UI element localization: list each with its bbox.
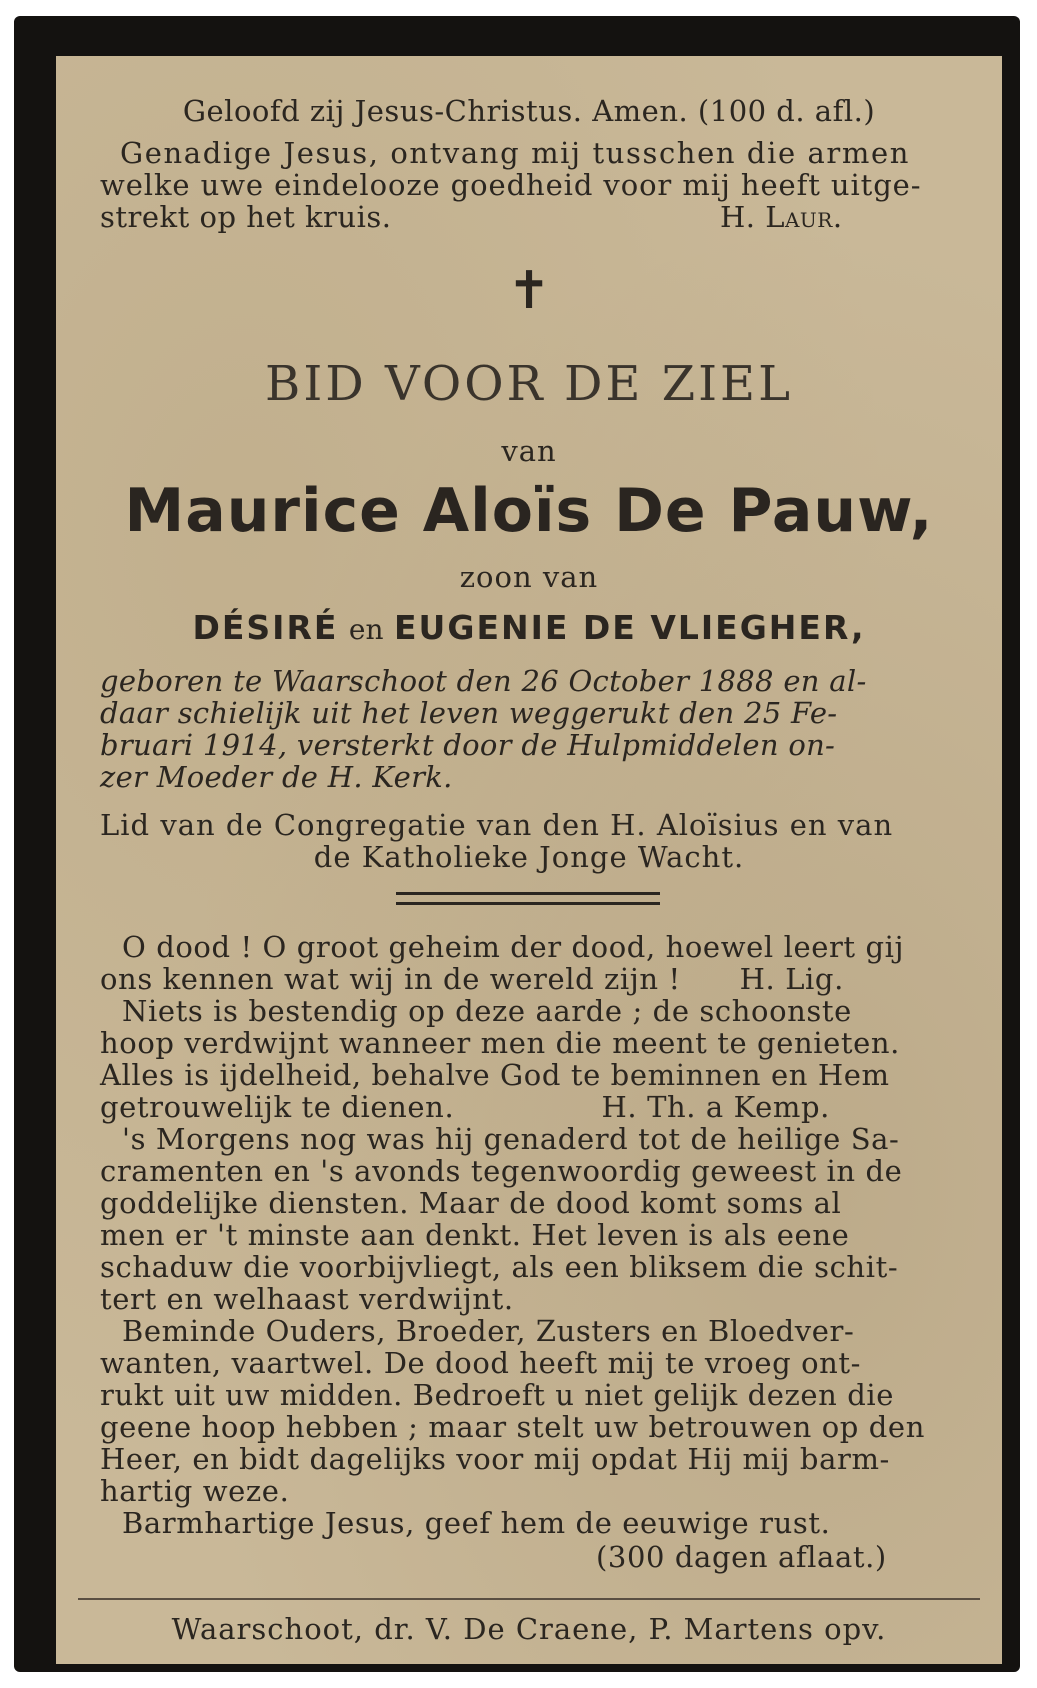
memorial-card-paper: [56, 56, 1002, 1664]
body-line-2: ons kennen wat wij in de wereld zijn ! H. Lig.: [100, 962, 844, 996]
body-line-3: Niets is bestendig op deze aarde ; de schoonste: [122, 994, 852, 1028]
body-line-20: (300 dagen aflaat.): [596, 1540, 887, 1574]
body-line-12: tert en welhaast verdwijnt.: [100, 1282, 514, 1316]
body-line-1: O dood ! O groot geheim der dood, hoewel leert gij: [122, 930, 905, 964]
deceased-name: Maurice Aloïs De Pauw,: [124, 476, 934, 546]
biography-line-3: bruari 1914, versterkt door de Hulpmiddelen on-: [100, 728, 836, 762]
title-van: van: [501, 434, 557, 468]
biography-line-1: geboren te Waarschoot den 26 October 1888 en al-: [100, 664, 867, 698]
body-line-8: cramenten en 's avonds tegenwoordig geweest in de: [100, 1154, 903, 1188]
body-line-6: getrouwelijk te dienen. H. Th. a Kemp.: [100, 1090, 830, 1124]
memorial-card-border: [14, 16, 1020, 1672]
body-line-7: 's Morgens nog was hij genaderd tot de heilige Sa-: [122, 1122, 900, 1156]
body-line-17: Heer, en bidt dagelijks voor mij opdat Hij mij barm-: [100, 1442, 890, 1476]
body-line-10: men er 't minste aan denkt. Het leven is als eene: [100, 1218, 850, 1252]
header-prayer-line-4: strekt op het kruis.: [100, 200, 392, 234]
body-line-18: hartig weze.: [100, 1474, 290, 1508]
membership-line-2: de Katholieke Jonge Wacht.: [313, 840, 745, 874]
body-line-19: Barmhartige Jesus, geef hem de eeuwige rust.: [122, 1506, 831, 1540]
divider-bottom: [396, 902, 660, 905]
body-line-14: wanten, vaartwel. De dood heeft mij te vroeg ont-: [100, 1346, 862, 1380]
body-line-16: geene hoop hebben ; maar stelt uw betrouwen op den: [100, 1410, 925, 1444]
father-name: DÉSIRÉ: [192, 608, 339, 647]
body-line-4: hoop verdwijnt wanneer men die meent te genieten.: [100, 1026, 900, 1060]
biography-line-2: daar schielijk uit het leven weggerukt den 25 Fe-: [100, 696, 838, 730]
cross-icon: ✝: [507, 261, 551, 321]
body-line-13: Beminde Ouders, Broeder, Zusters en Bloedver-: [122, 1314, 855, 1348]
parents-line: [56, 608, 1002, 647]
title-zoon-van: zoon van: [459, 560, 599, 594]
header-prayer-attribution: H. Laur.: [720, 200, 843, 234]
mother-name: EUGENIE DE VLIEGHER,: [394, 608, 866, 647]
membership-line-1: Lid van de Congregatie van den H. Aloïsius en van: [100, 808, 894, 842]
parents-en: en: [348, 613, 384, 646]
header-prayer-line-1: Geloofd zij Jesus-Christus. Amen. (100 d. afl.): [182, 94, 876, 128]
body-line-11: schaduw die voorbijvliegt, als een bliksem die schit-: [100, 1250, 899, 1284]
biography-line-4: zer Moeder de H. Kerk.: [100, 760, 453, 794]
body-line-9: goddelijke diensten. Maar de dood komt soms al: [100, 1186, 842, 1220]
footer-divider: [78, 1598, 980, 1600]
divider-top: [396, 892, 660, 895]
printer-imprint: Waarschoot, dr. V. De Craene, P. Martens opv.: [171, 1612, 887, 1646]
header-prayer-line-2: Genadige Jesus, ontvang mij tusschen die armen: [120, 136, 911, 170]
page-title: BID VOOR DE ZIEL: [265, 356, 793, 412]
body-line-15: rukt uit uw midden. Bedroeft u niet gelijk dezen die: [100, 1378, 895, 1412]
header-prayer-line-3: welke uwe eindelooze goedheid voor mij heeft uitge-: [100, 168, 922, 202]
body-line-5: Alles is ijdelheid, behalve God te beminnen en Hem: [100, 1058, 890, 1092]
